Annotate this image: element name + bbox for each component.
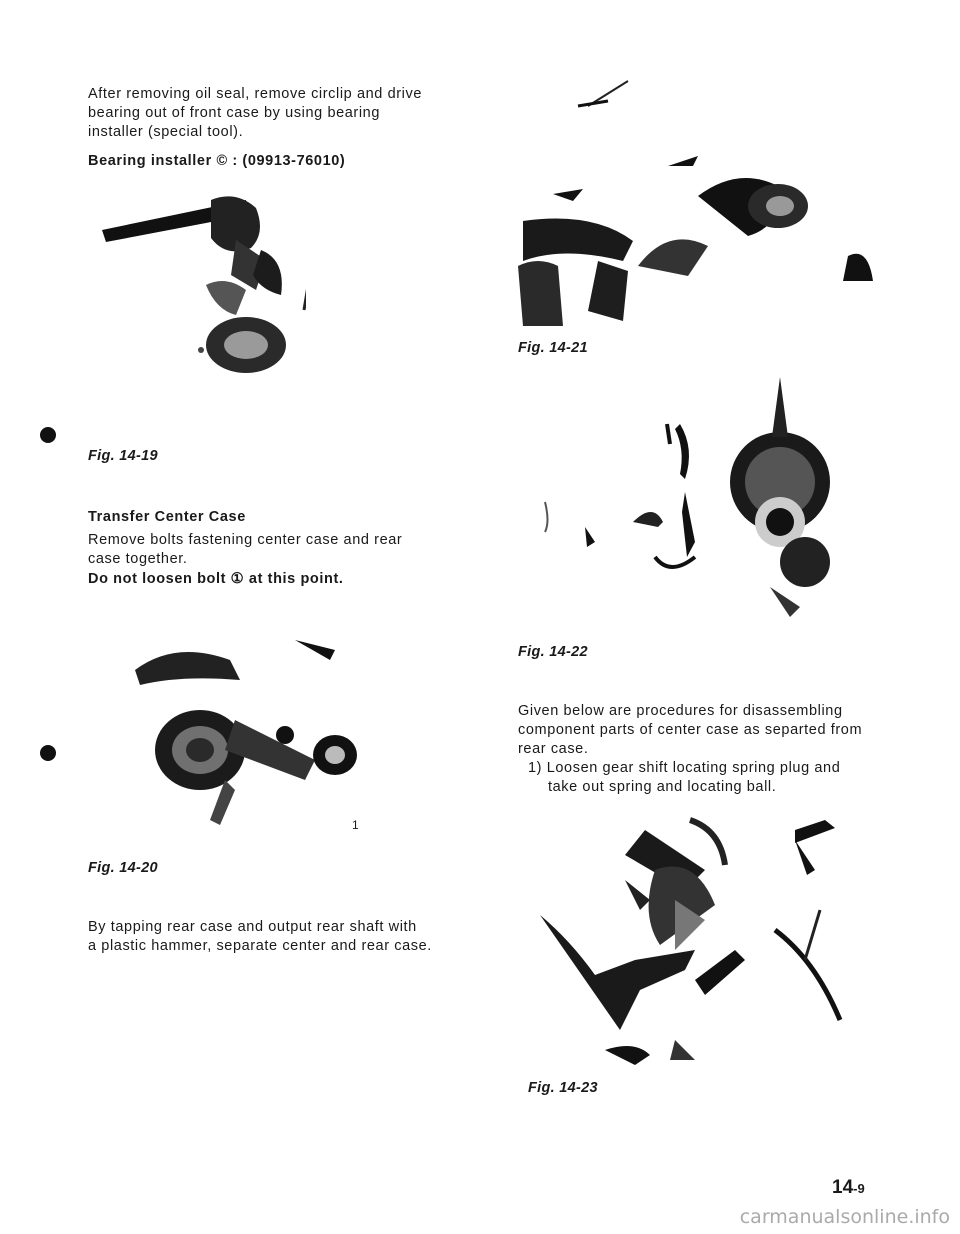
photo-fig-14-23 (525, 810, 870, 1080)
binding-hole-mark (40, 745, 56, 761)
section-title: Transfer Center Case (88, 509, 246, 525)
tool-reference: Bearing installer © : (09913-76010) (88, 153, 346, 169)
warning-line: Do not loosen bolt ① at this point. (88, 571, 344, 587)
figure-caption: Fig. 14-21 (518, 340, 588, 356)
paragraph-remove-bolts: Remove bolts fastening center case and rear case together. (88, 532, 403, 567)
figure-caption: Fig. 14-20 (88, 860, 158, 876)
photo-bearing-installer (96, 180, 306, 390)
figure-caption: Fig. 14-19 (88, 448, 158, 464)
paragraph-circlip: After removing oil seal, remove circlip and drive bearing out of front case by using bearing installer (special tool). (88, 86, 423, 140)
figure-caption: Fig. 14-23 (528, 1080, 598, 1096)
watermark: carmanualsonline.info (739, 1206, 950, 1228)
step-1: 1) Loosen gear shift locating spring plug and take out spring and locating ball. (528, 760, 841, 795)
paragraph-separate-case: By tapping rear case and output rear shaft with a plastic hammer, separate center and rear case. (88, 919, 432, 954)
page-number: 14-9 (832, 1177, 865, 1198)
photo-fig-14-21 (518, 66, 878, 336)
binding-hole-mark (40, 427, 56, 443)
figure-caption: Fig. 14-22 (518, 644, 588, 660)
paragraph-procedures: Given below are procedures for disassembling component parts of center case as separted from rear case. (518, 703, 863, 757)
photo-fig-14-22 (535, 372, 865, 637)
photo-center-case (115, 620, 435, 850)
callout-1: 1 (352, 818, 360, 832)
